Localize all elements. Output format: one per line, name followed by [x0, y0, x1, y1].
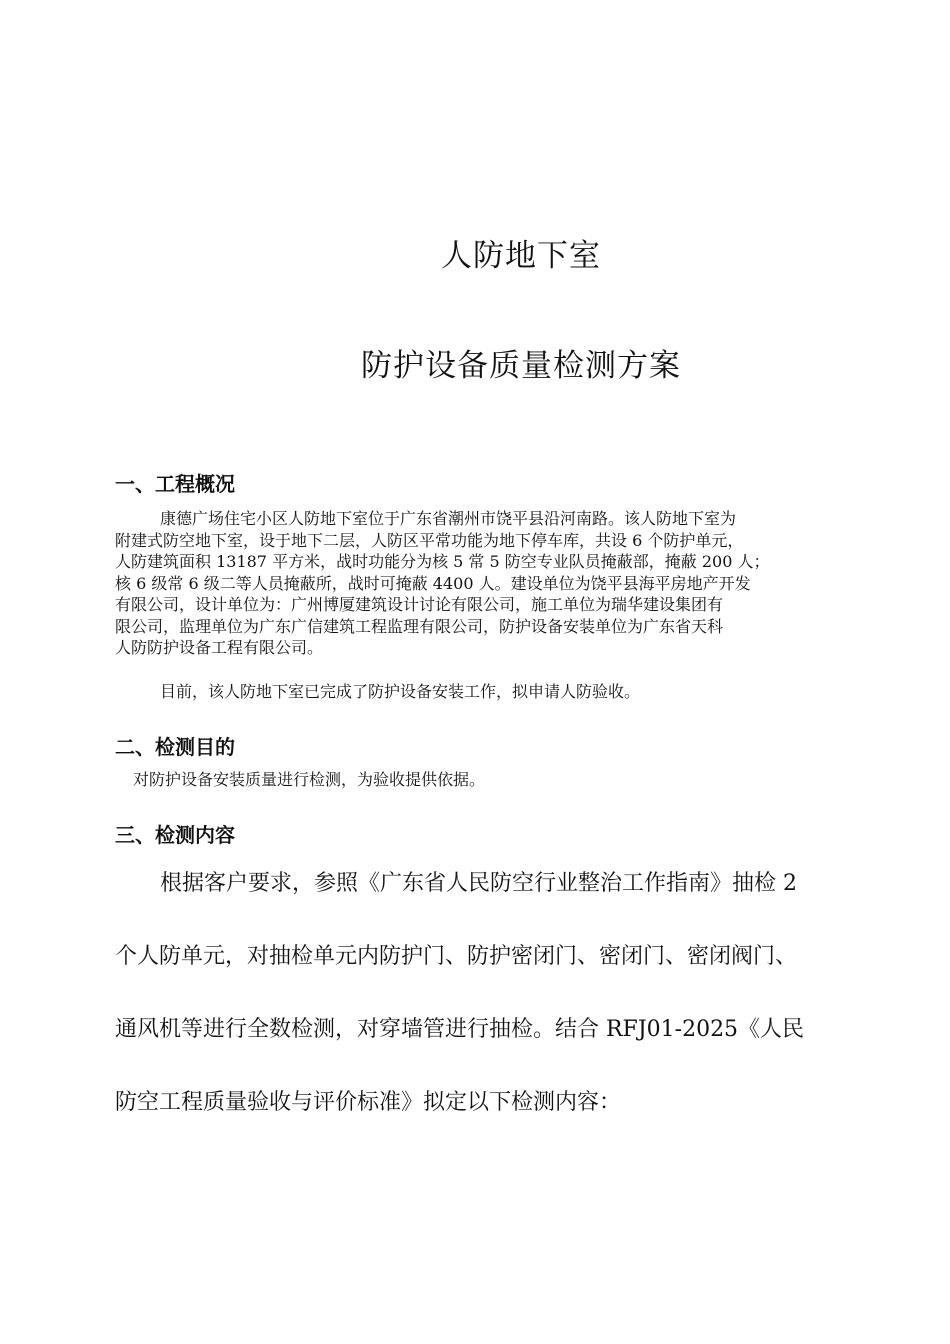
- section-overview-paragraph: [115, 508, 855, 659]
- paragraph-line: 人防建筑面积 13187 平方米，战时功能分为核 5 常 5 防空专业队员掩蔽部，掩蔽 200 人；: [115, 552, 770, 571]
- section-heading-content: 三、检测内容: [115, 823, 235, 847]
- paragraph-line: 人防防护设备工程有限公司。: [115, 638, 324, 657]
- paragraph-line: 通风机等进行全数检测，对穿墙管进行抽检。结合 RFJ01-2025《人民: [115, 1017, 805, 1042]
- document-title-line-1: 人防地下室: [441, 238, 601, 274]
- section-purpose-paragraph: [115, 769, 855, 791]
- paragraph-line: 限公司，监理单位为广东广信建筑工程监理有限公司，防护设备安装单位为广东省天科: [115, 616, 724, 636]
- paragraph-line: 附建式防空地下室，设于地下二层，人防区平常功能为地下停车库，共设 6 个防护单元，: [115, 530, 744, 550]
- paragraph-line: 防空工程质量验收与评价标准》拟定以下检测内容：: [115, 1090, 622, 1115]
- paragraph-line: 目前，该人防地下室已完成了防护设备安装工作，拟申请人防验收。: [160, 682, 641, 701]
- section-heading-overview: 一、工程概况: [115, 472, 235, 496]
- paragraph-line: 康德广场住宅小区人防地下室位于广东省潮州市饶平县沿河南路。该人防地下室为: [160, 509, 737, 528]
- section-overview-paragraph-2: [115, 681, 855, 703]
- paragraph-line: 个人防单元，对抽检单元内防护门、防护密闭门、密闭门、密闭阀门、: [115, 944, 798, 969]
- section-content-paragraph: [115, 862, 855, 1154]
- paragraph-line: 对防护设备安装质量进行检测，为验收提供依据。: [133, 770, 486, 789]
- document-title-line-2: 防护设备质量检测方案: [361, 348, 681, 384]
- paragraph-line: 根据客户要求，参照《广东省人民防空行业整治工作指南》抽检 2: [160, 871, 797, 896]
- paragraph-line: 有限公司，设计单位为：广州博厦建筑设计讨论有限公司，施工单位为瑞华建设集团有: [115, 595, 724, 614]
- paragraph-line: 核 6 级常 6 级二等人员掩蔽所，战时可掩蔽 4400 人。建设单位为饶平县海平房地产开发: [115, 573, 751, 593]
- section-heading-purpose: 二、检测目的: [115, 735, 235, 759]
